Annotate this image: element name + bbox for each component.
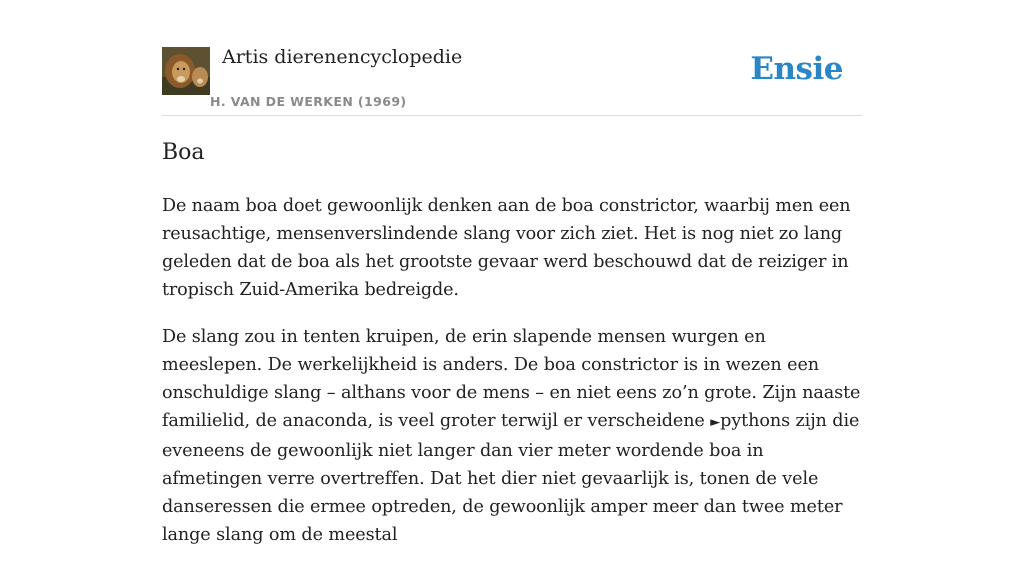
book-author: H. VAN DE WERKEN (1969) (210, 94, 407, 109)
link-arrow-icon: ► (710, 415, 721, 430)
book-header (162, 46, 862, 116)
article-paragraph: De naam boa doet gewoonlijk denken aan de boa constrictor, waarbij men een reusachtige, mensenverslindende slang voor zich ziet. Het is nog niet zo lang geleden dat de boa als het grootste gevaar werd beschouwd dat de reiziger in tropisch Zuid-Amerika bedreigde. (162, 196, 851, 300)
article-body (162, 192, 866, 568)
ensie-logo[interactable]: Ensie (750, 51, 843, 87)
paragraph-text: De slang zou in tenten kruipen, de erin slapende mensen wurgen en meeslepen. De werkelijkheid is anders. De boa constrictor is in wezen een onschuldige slang – althans voor de mens – en niet eens zo’n grote. Zijn naaste familielid, de anaconda, is veel groter terwijl er verscheidene (162, 327, 861, 431)
paragraph-text: zijn die eveneens de gewoonlijk niet langer dan vier meter wordende boa in afmetingen verre overtreffen. Dat het dier niet gevaarlijk is, tonen de vele danseressen die ermee optreden, de gewoonlijk amper meer dan twee meter lange slang om de meestal (162, 411, 860, 545)
lion-photo-icon[interactable] (162, 47, 210, 95)
book-title[interactable]: Artis dierenencyclopedie (222, 46, 463, 68)
article-paragraph (162, 323, 866, 549)
article-title: Boa (162, 140, 205, 165)
pythons-link[interactable]: pythons (720, 411, 791, 431)
